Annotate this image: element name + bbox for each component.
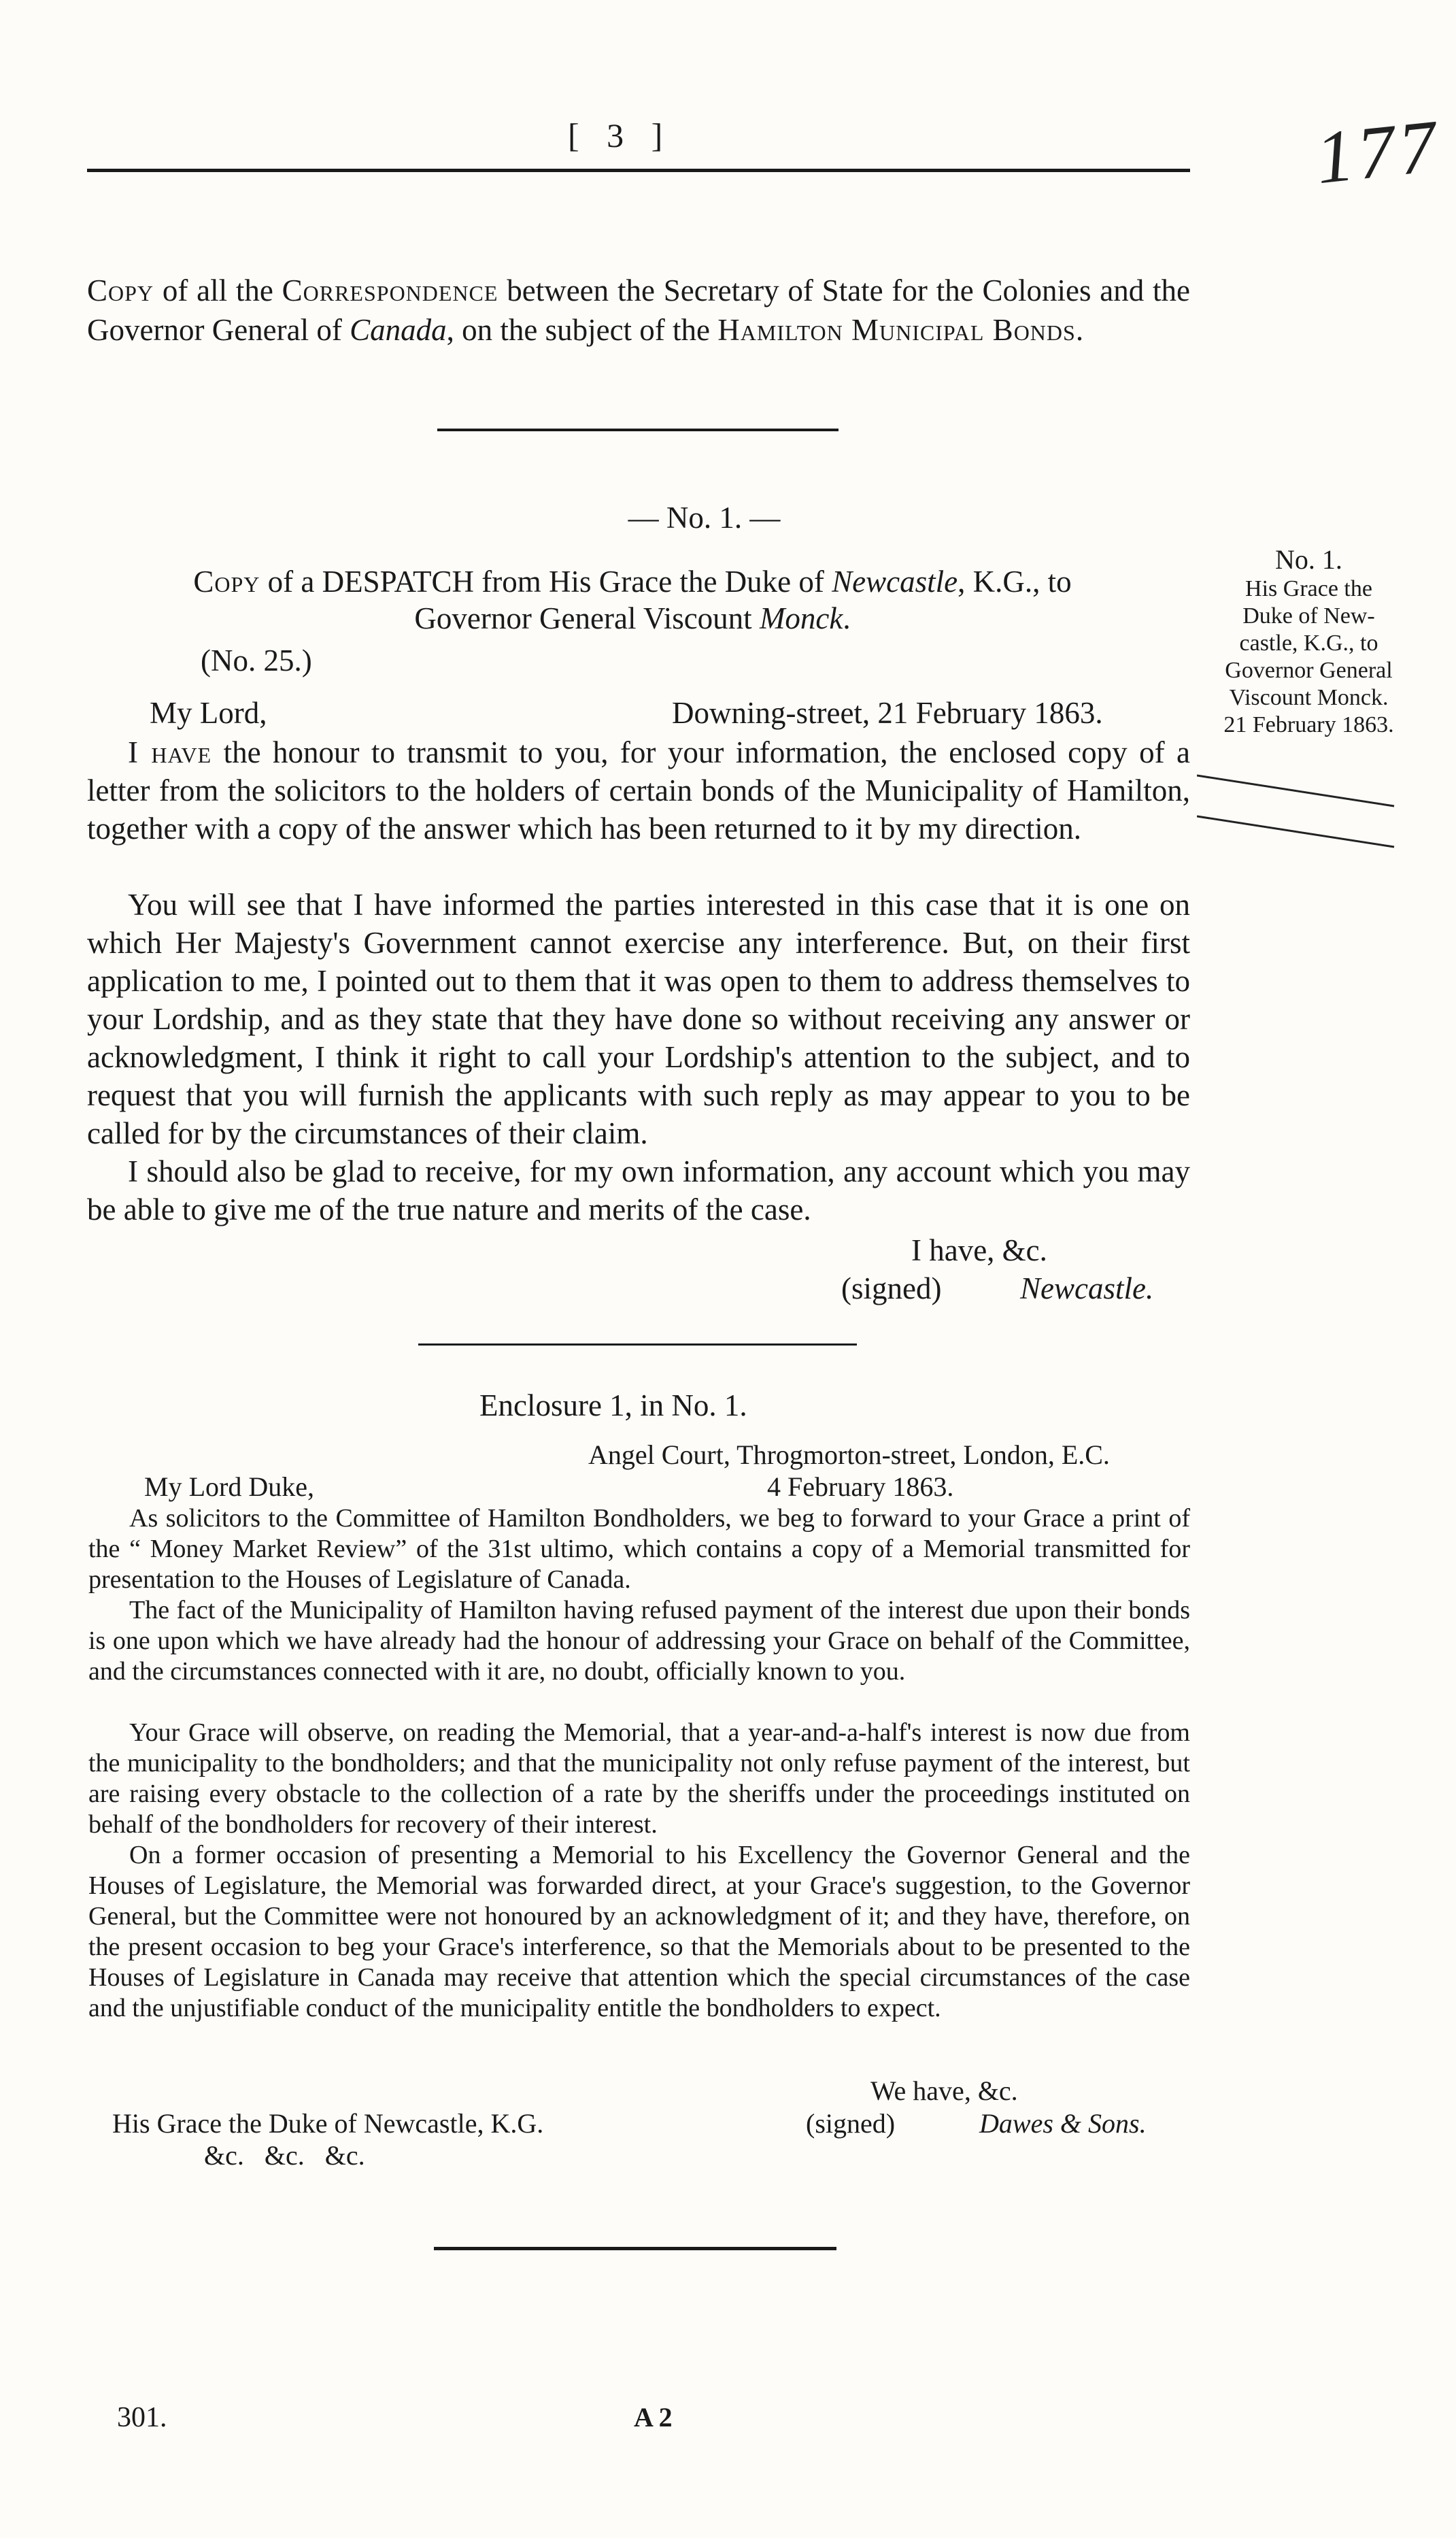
despatch-paragraph-1: [87, 733, 1190, 848]
despatch-monck: Monck: [759, 601, 843, 635]
enclosure-paragraph-3: Your Grace will observe, on reading the Memorial, that a year-and-a-half's interest is now due from the municipality to the bondholders; and that the municipality not only refuse payment of the interest, but are raising every obstacle to the collection of a rate by the sheriffs under the proceedings instituted on behalf of the bondholders for recovery of their interest.: [88, 1718, 1190, 1839]
enclosure-heading: Enclosure 1, in No. 1.: [479, 1388, 747, 1422]
margin-note-line: castle, K.G., to: [1239, 631, 1378, 656]
despatch-signed: (signed): [841, 1271, 942, 1305]
despatch-copy: Copy: [193, 565, 260, 599]
margin-note-line: 21 February 1863.: [1223, 712, 1394, 737]
margin-note-line: Governor General: [1225, 658, 1393, 683]
margin-note-line: Viscount Monck.: [1229, 685, 1389, 710]
title-text-b: between the Secretary of State for the Colonies and the Governor General of: [87, 273, 1190, 347]
title-end: .: [1075, 313, 1084, 347]
title-text-c: , on the subject of the: [446, 313, 718, 347]
title-divider: [437, 429, 839, 431]
enclosure-closing: We have, &c.: [870, 2075, 1018, 2106]
despatch-line2-end: .: [843, 601, 851, 635]
despatch-para1-opening: I have: [128, 735, 212, 769]
despatch-para1-text: the honour to transmit to you, for your information, the enclosed copy of a letter from the solicitors to the holders of certain bonds of the Municipality of Hamilton, together with a copy of the answer which has been returned to it by my direction.: [87, 735, 1190, 846]
margin-note: [1191, 544, 1426, 739]
document-title: [87, 271, 1190, 350]
despatch-paragraph-3: I should also be glad to receive, for my own information, any account which you may be able to give me of the true nature and merits of the case.: [87, 1154, 1190, 1226]
enclosure-signature: Dawes & Sons.: [979, 2108, 1147, 2139]
enclosure-salutation: My Lord Duke,: [144, 1471, 314, 1502]
margin-note-line: His Grace the: [1245, 576, 1372, 601]
despatch-divider: [418, 1343, 857, 1346]
title-canada: Canada: [350, 313, 447, 347]
title-hamilton-bonds: Hamilton Municipal Bonds: [717, 313, 1076, 347]
despatch-heading: [102, 563, 1163, 637]
enclosure-paragraph-4: On a former occasion of presenting a Memorial to his Excellency the Governor General and the Houses of Legislature, the Memorial was forwarded direct, at your Grace's suggestion, to the Governor General, but the Committee were not honoured by an acknowledgment of it; and they have, therefore, on the present occasion to beg your Grace's interference, so that the Memorials about to be presented to the Houses of Legislature in Canada may receive that attention which the special circumstances of the case and the unjustifiable conduct of the municipality entitle the bondholders to expect.: [88, 1841, 1190, 2022]
title-copy: Copy: [87, 273, 154, 307]
page-number: [ 3 ]: [568, 116, 673, 154]
despatch-line2: Governor General Viscount: [414, 601, 760, 635]
footer-number: 301.: [117, 2402, 167, 2433]
despatch-newcastle: Newcastle: [832, 565, 958, 599]
folio-number: 177: [1312, 103, 1444, 200]
margin-note-no: No. 1.: [1275, 544, 1342, 575]
despatch-line1: of a DESPATCH from His Grace the Duke of: [260, 565, 832, 599]
enclosure-signed: (signed): [806, 2108, 896, 2139]
despatch-signature: Newcastle.: [1020, 1271, 1154, 1305]
despatch-paragraph-2: You will see that I have informed the parties interested in this case that it is one on which Her Majesty's Government cannot exercise any interference. But, on their first application to me, I pointed out to them that it was open to them to address themselves to your Lordship, and as they state that they have done so without receiving any answer or acknowledgment, I think it right to call your Lordship's attention to the subject, and to request that you will furnish the applicants with such reply as may appear to you to be called for by the circumstances of their claim.: [87, 888, 1190, 1150]
enclosure-date: 4 February 1863.: [767, 1471, 954, 1502]
enclosure-paragraph-2: The fact of the Municipality of Hamilton having refused payment of the interest due upon their bonds is one upon which we have already had the honour of addressing your Grace on behalf of the Committee, and the circumstances connected with it are, no doubt, officially known to you.: [88, 1596, 1190, 1686]
despatch-closing: I have, &c.: [911, 1233, 1047, 1267]
despatch-kg: , K.G., to: [958, 565, 1072, 599]
despatch-number: (No. 25.): [201, 644, 312, 678]
margin-note-line: Duke of New-: [1242, 603, 1375, 629]
enclosure-address: Angel Court, Throgmorton-street, London, E.C.: [588, 1439, 1110, 1470]
title-text-a: of all the: [154, 273, 282, 307]
header-rule: [87, 169, 1190, 172]
title-correspondence: Correspondence: [282, 273, 498, 307]
enclosure-paragraph-1: As solicitors to the Committee of Hamilton Bondholders, we beg to forward to your Grace a print of the “ Money Market Review” of the 31st ultimo, which contains a copy of a Memorial transmitted for presentation to the Houses of Legislature of Canada.: [88, 1504, 1190, 1594]
signature-mark: A 2: [634, 2402, 673, 2433]
despatch-dateline: Downing-street, 21 February 1863.: [672, 696, 1103, 730]
enclosure-etc: &c. &c. &c.: [204, 2140, 365, 2171]
despatch-salutation: My Lord,: [150, 696, 267, 730]
margin-flourish: [1197, 755, 1401, 857]
section-number: — No. 1. —: [628, 501, 781, 535]
enclosure-addressee: His Grace the Duke of Newcastle, K.G.: [112, 2108, 544, 2139]
enclosure-divider: [434, 2247, 836, 2250]
